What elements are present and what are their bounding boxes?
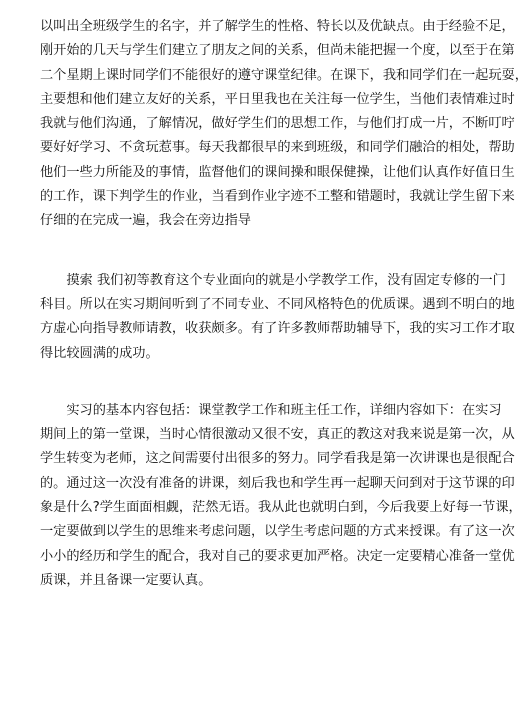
text-line: 得比较圆满的成功。 — [40, 345, 159, 361]
text-line: 二个星期上课时同学们不能很好的遵守课堂纪律。在课下，我和同学们在一起玩耍， — [40, 67, 528, 83]
text-line: 摸索 我们初等教育这个专业面向的就是小学教学工作，没有固定专修的一门 — [40, 272, 506, 288]
text-line: 小小的经历和学生的配合，我对自己的要求更加严格。决定一定要精心准备一堂优 — [40, 548, 515, 564]
text-line: 期间上的第一堂课，当时心情很激动又很不安，真正的教这对我来说是第一次，从 — [40, 427, 515, 443]
paragraph-spacer — [40, 234, 460, 269]
paragraph-class-management — [40, 15, 528, 234]
paragraph-internship-content — [40, 399, 522, 593]
text-line: 方虚心向指导教师请教，收获颇多。有了许多教师帮助辅导下，我的实习工作才取 — [40, 321, 515, 337]
text-line: 他们一些力所能及的事情，监督他们的课间操和眼保健操，让他们认真作好值日生 — [40, 164, 515, 180]
text-line: 象是什么?学生面面相觑，茫然无语。我从此也就明白到，今后我要上好每一节课， — [40, 500, 522, 516]
text-line: 实习的基本内容包括：课堂教学工作和班主任工作，详细内容如下：在实习 — [40, 402, 502, 418]
text-line: 的。通过这一次没有准备的讲课，刻后我也和学生再一起聊天问到对于这节课的印 — [40, 475, 515, 491]
text-line: 主要想和他们建立友好的关系，平日里我也在关注每一位学生，当他们表情难过时 — [40, 91, 515, 107]
text-line: 仔细的在完成一遍，我会在旁边指导 — [40, 213, 251, 229]
text-line: 要好好学习、不贪玩惹事。每天我都很早的来到班级，和同学们融洽的相处，帮助 — [40, 140, 515, 156]
text-line: 学生转变为老师，这之间需要付出很多的努力。同学看我是第一次讲课也是很配合 — [40, 451, 515, 467]
text-line: 以叫出全班级学生的名字，并了解学生的性格、特长以及优缺点。由于经验不足， — [40, 19, 515, 34]
text-line: 我就与他们沟通，了解情况，做好学生们的思想工作，与他们打成一片，不断叮咛 — [40, 116, 515, 132]
text-line: 质课，并且备课一定要认真。 — [40, 572, 212, 588]
text-line: 科目。所以在实习期间听到了不同专业、不同风格特色的优质课。遇到不明白的地 — [40, 296, 515, 312]
text-line: 一定要做到以学生的思维来考虑问题，以学生考虑问题的方式来授课。有了这一次 — [40, 524, 515, 540]
text-line: 的工作，课下判学生的作业，当看到作业字迹不工整和错题时，我就让学生留下来 — [40, 189, 515, 205]
paragraph-spacer — [40, 366, 460, 399]
text-line: 刚开始的几天与学生们建立了朋友之间的关系，但尚未能把握一个度，以至于在第 — [40, 43, 515, 59]
paragraph-exploration — [40, 269, 515, 366]
